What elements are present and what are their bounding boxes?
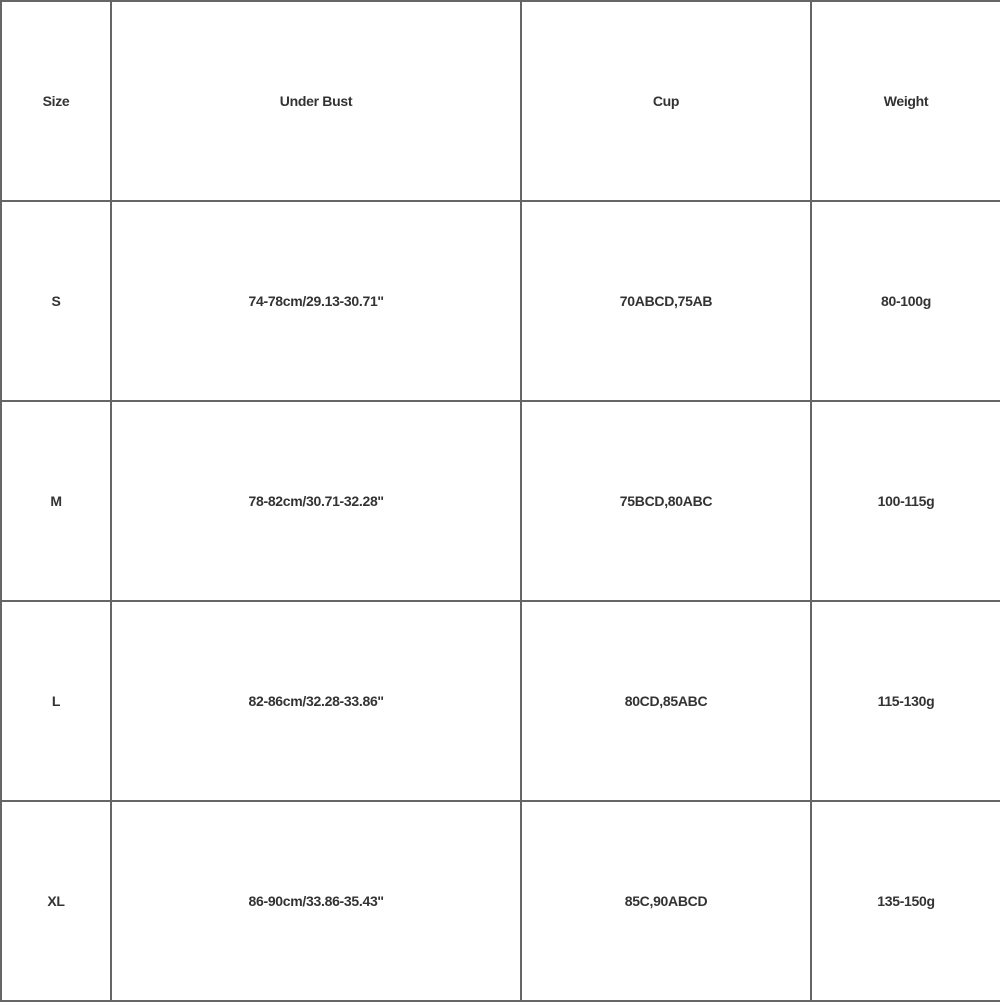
cell-size: XL bbox=[1, 801, 111, 1001]
table-row bbox=[1, 801, 1000, 1001]
cell-under-bust: 86-90cm/33.86-35.43'' bbox=[111, 801, 521, 1001]
cell-cup: 85C,90ABCD bbox=[521, 801, 811, 1001]
header-under-bust: Under Bust bbox=[111, 1, 521, 201]
cell-weight: 100-115g bbox=[811, 401, 1000, 601]
header-weight: Weight bbox=[811, 1, 1000, 201]
cell-weight: 80-100g bbox=[811, 201, 1000, 401]
header-row bbox=[1, 1, 1000, 201]
header-size: Size bbox=[1, 1, 111, 201]
cell-under-bust: 82-86cm/32.28-33.86'' bbox=[111, 601, 521, 801]
cell-size: S bbox=[1, 201, 111, 401]
cell-under-bust: 74-78cm/29.13-30.71'' bbox=[111, 201, 521, 401]
cell-cup: 70ABCD,75AB bbox=[521, 201, 811, 401]
cell-cup: 80CD,85ABC bbox=[521, 601, 811, 801]
table-row bbox=[1, 401, 1000, 601]
cell-size: M bbox=[1, 401, 111, 601]
cell-weight: 135-150g bbox=[811, 801, 1000, 1001]
header-cup: Cup bbox=[521, 1, 811, 201]
table-row bbox=[1, 601, 1000, 801]
table-row bbox=[1, 201, 1000, 401]
cell-under-bust: 78-82cm/30.71-32.28'' bbox=[111, 401, 521, 601]
cell-cup: 75BCD,80ABC bbox=[521, 401, 811, 601]
cell-size: L bbox=[1, 601, 111, 801]
cell-weight: 115-130g bbox=[811, 601, 1000, 801]
